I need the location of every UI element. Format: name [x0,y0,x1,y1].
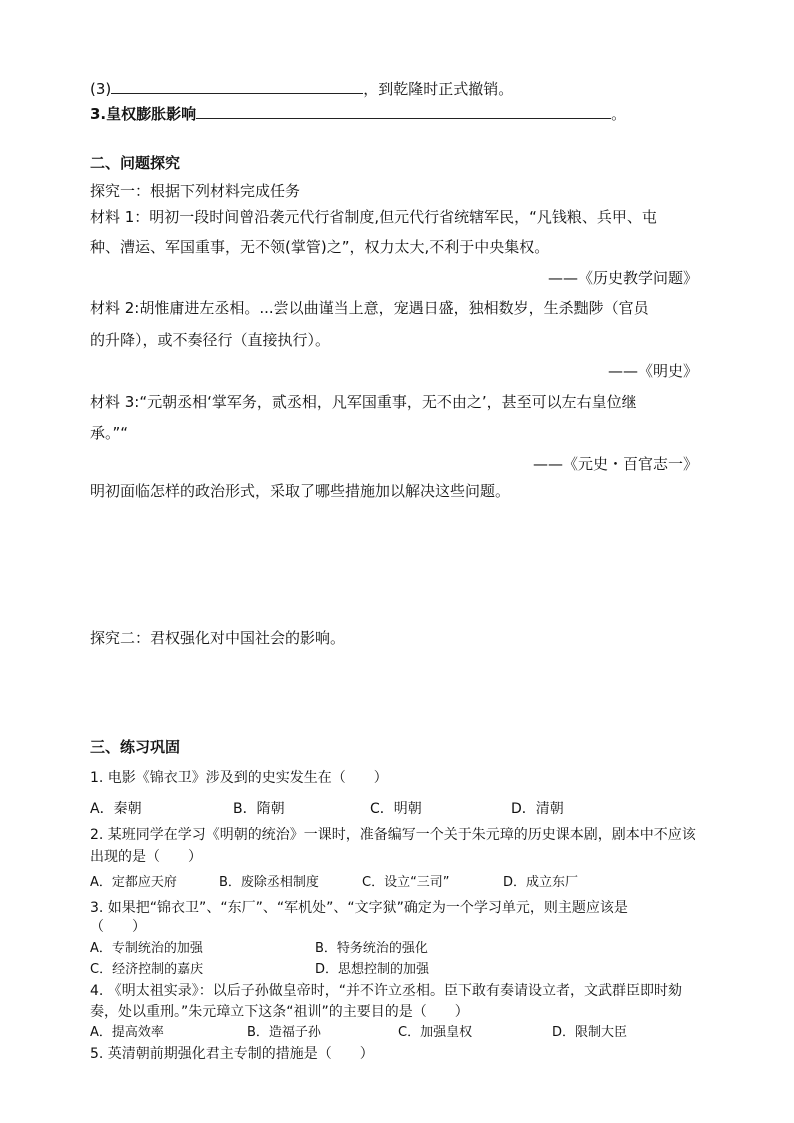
q1-option-c[interactable]: C．明朝 [370,801,422,817]
fill-item-3 [90,79,513,97]
material-1-line-1: 材料 1：明初一段时间曾沿袭元代行省制度,但元代行省统辖军民，“凡钱粮、兵甲、屯 [90,208,657,226]
question-3-line-1: 3. 如果把“锦衣卫”、“东厂”、“军机处”、“文字狱”确定为一个学习单元，则主题应该是 [90,900,628,916]
q4-option-d[interactable]: D．限制大臣 [552,1025,628,1040]
q1-option-a[interactable]: A．秦朝 [90,801,142,817]
material-3-line-1: 材料 3:“元朝丞相‘掌军务，贰丞相，凡军国重事，无不由之’，甚至可以左右皇位继 [90,393,637,411]
q4-option-c[interactable]: C．加强皇权 [398,1025,473,1040]
q1-option-d[interactable]: D．清朝 [511,801,564,817]
material-2-line-1: 材料 2:胡惟庸进左丞相。...尝以曲谨当上意，宠遇日盛，独相数岁，生杀黜陟（官员 [90,299,649,317]
fill-heading-3 [90,104,626,122]
heading-3-label: 3.皇权膨胀影响 [90,105,197,123]
material-1-line-2: 种、漕运、军国重事，无不领(掌管)之”，权力太大,不利于中央集权。 [90,238,550,256]
q3-option-b[interactable]: B．特务统治的强化 [315,941,428,956]
question-2-line-1: 2. 某班同学在学习《明朝的统治》一课时，准备编写一个关于朱元璋的历史课本剧，剧本中不应该 [90,827,696,843]
q2-option-c[interactable]: C．设立“三司” [362,875,450,890]
question-3-line-2: （ ） [90,919,146,935]
heading-3-tail: 。 [611,105,627,123]
answer-blank[interactable] [196,104,611,119]
fill-item-3-number: (3) [90,80,112,98]
q3-option-c[interactable]: C．经济控制的嘉庆 [90,962,204,977]
question-4-line-2: 奏，处以重刑。”朱元璋立下这条“祖训”的主要目的是（ ） [90,1004,469,1020]
material-3-source: ——《元史・百官志一》 [532,455,698,473]
section-3-title: 三、练习巩固 [90,738,181,756]
q4-option-a[interactable]: A．提高效率 [90,1025,164,1040]
answer-blank[interactable] [111,79,363,94]
inquiry-1-question: 明初面临怎样的政治形式，采取了哪些措施加以解决这些问题。 [90,482,511,500]
q2-option-b[interactable]: B．废除丞相制度 [219,875,319,890]
material-3-line-2: 承。”“ [90,424,129,442]
inquiry-2-prompt: 探究二：君权强化对中国社会的影响。 [90,629,346,647]
q3-option-d[interactable]: D．思想控制的加强 [315,962,430,977]
question-2-line-2: 出现的是（ ） [90,849,202,865]
material-2-line-2: 的升降），或不奏径行（直接执行）。 [90,331,331,349]
question-5: 5. 英清朝前期强化君主专制的措施是（ ） [90,1046,374,1062]
q2-option-a[interactable]: A．定都应天府 [90,875,177,890]
q2-option-d[interactable]: D．成立东厂 [503,875,579,890]
fill-item-3-tail: ，到乾隆时正式撤销。 [363,80,514,98]
q4-option-b[interactable]: B．造福子孙 [247,1025,321,1040]
q3-option-a[interactable]: A．专制统治的加强 [90,941,203,956]
q1-option-b[interactable]: B．隋朝 [233,801,285,817]
question-1: 1. 电影《锦衣卫》涉及到的史实发生在（ ） [90,770,388,786]
section-2-title: 二、问题探究 [90,154,181,172]
material-1-source: ——《历史教学问题》 [547,269,698,287]
inquiry-1-prompt: 探究一：根据下列材料完成任务 [90,182,301,200]
question-4-line-1: 4. 《明太祖实录》：以后子孙做皇帝时，“并不许立丞相。臣下敢有奏请设立者，文武群臣即时劾 [90,983,683,999]
material-2-source: ——《明史》 [607,362,698,380]
